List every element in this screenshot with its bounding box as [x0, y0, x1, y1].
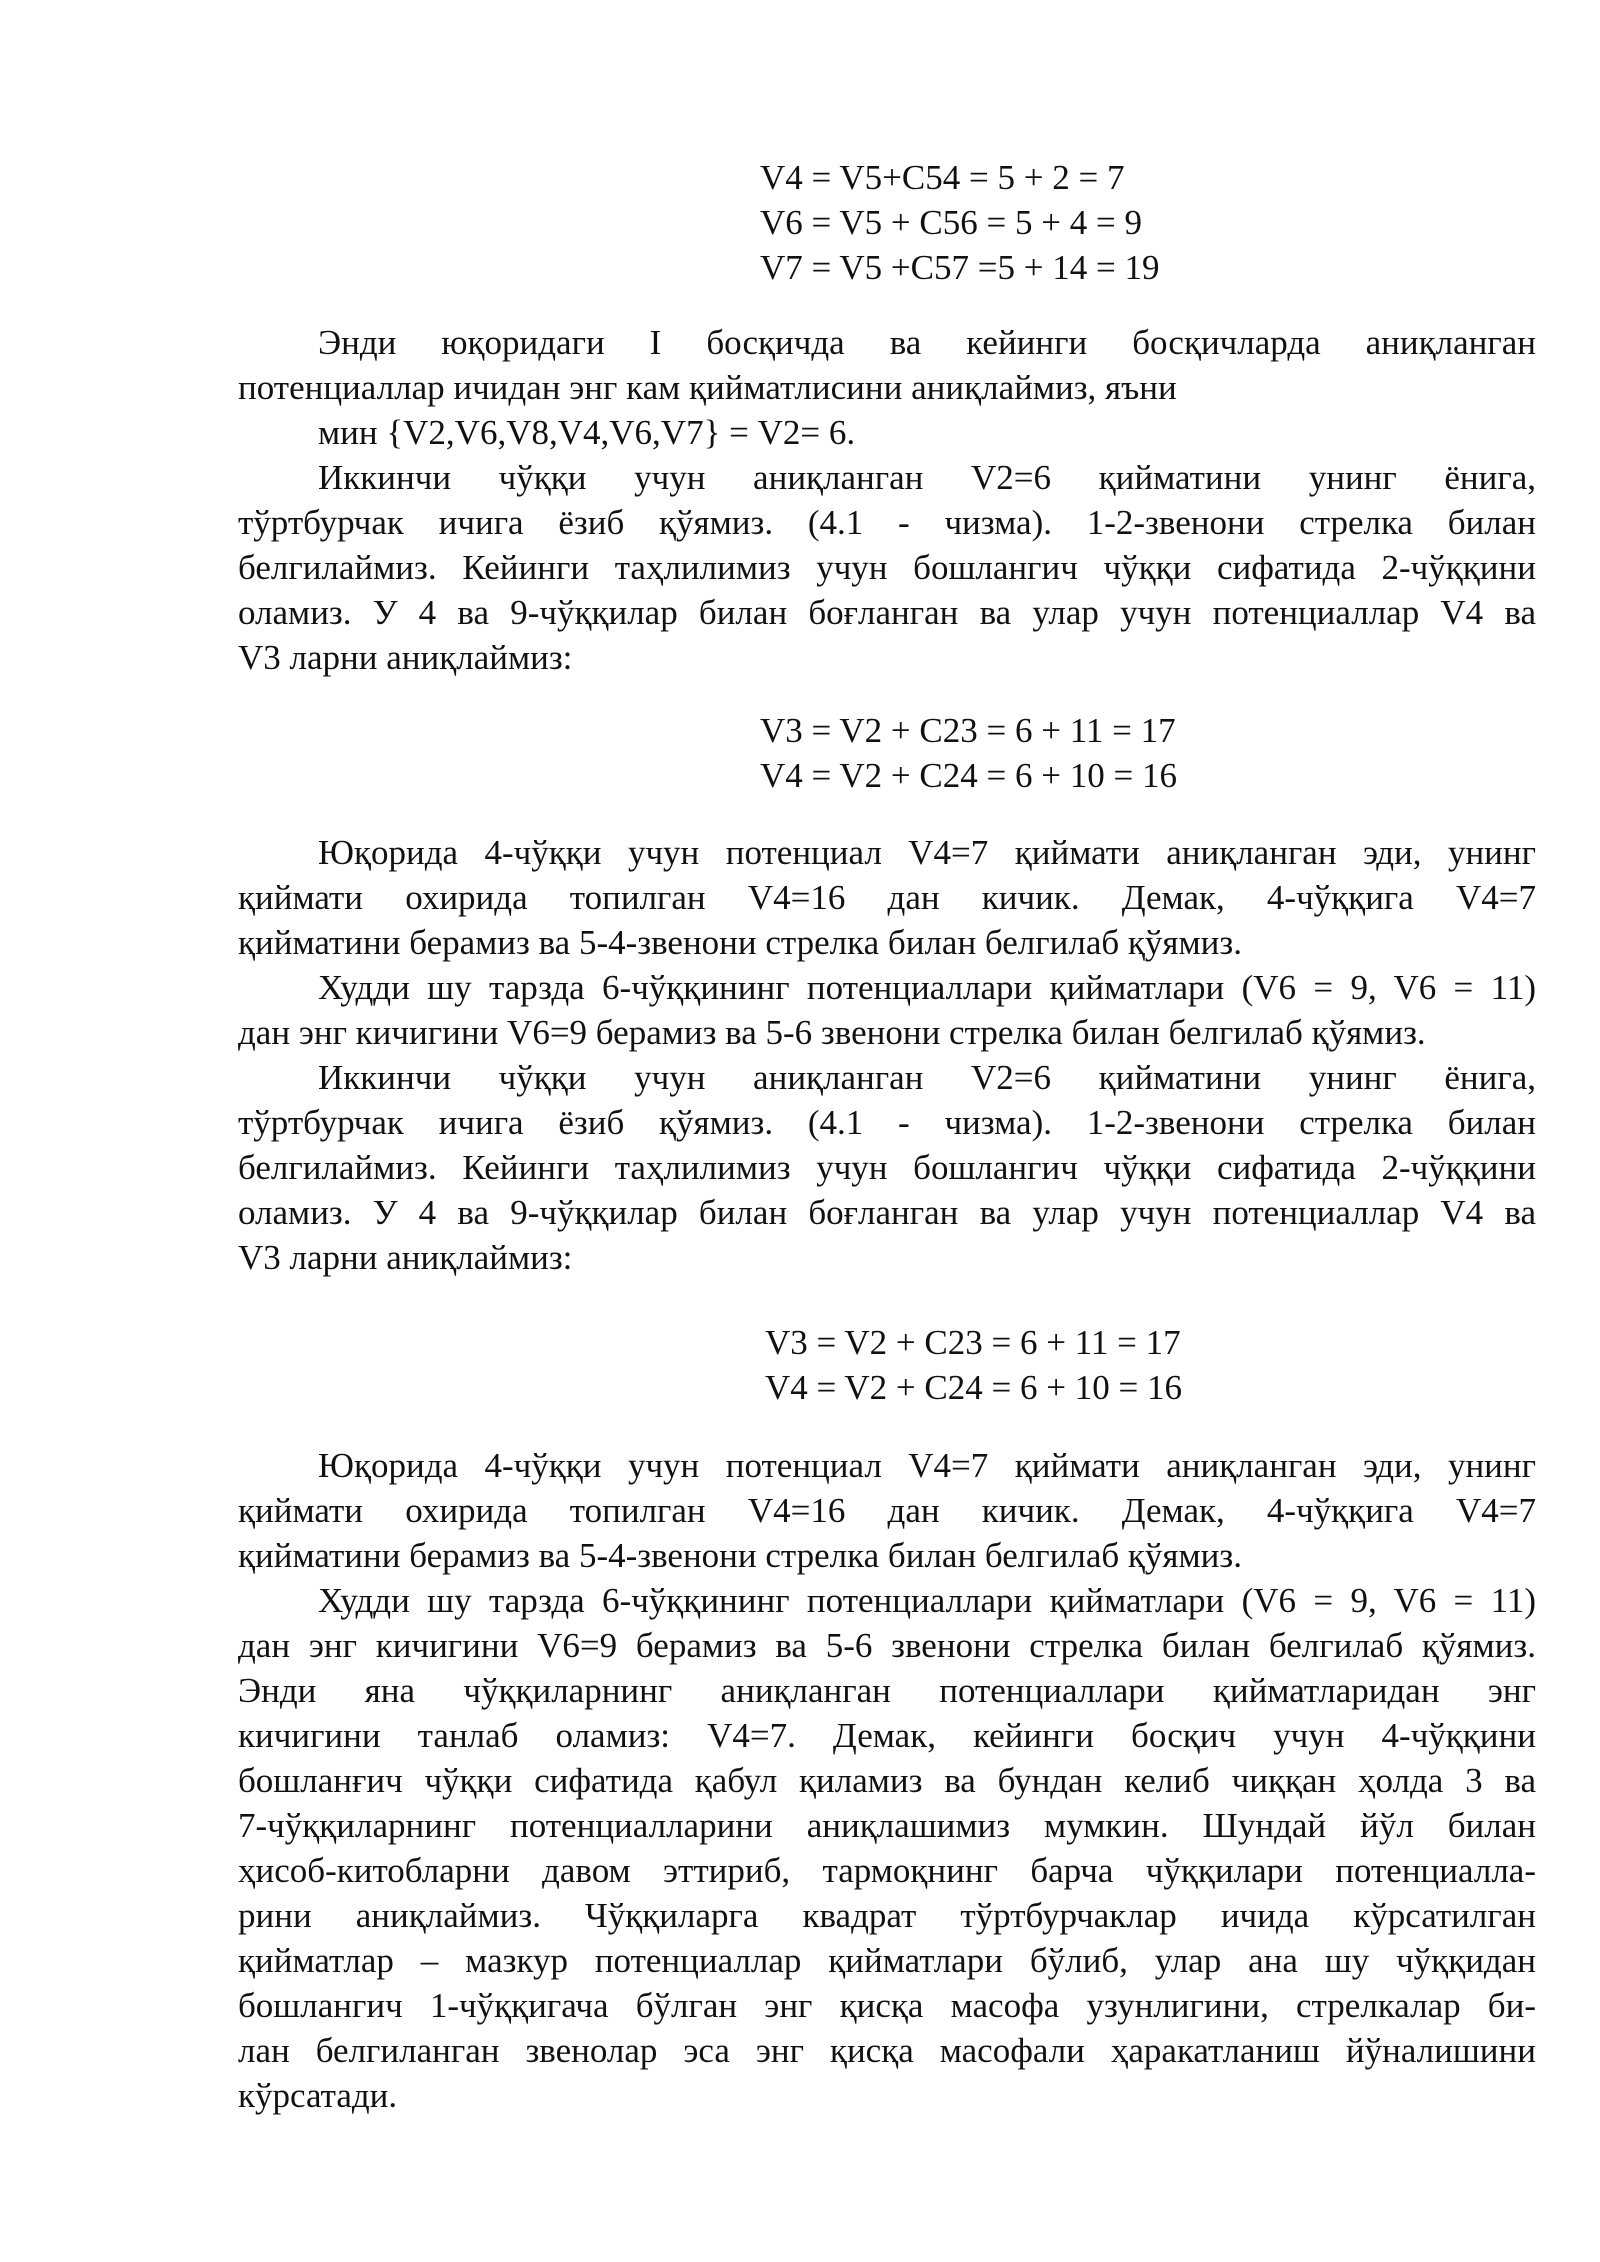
paragraph-2	[238, 455, 1536, 680]
text-line: лан белгиланган звенолар эса энг қисқа масофали ҳаракатланиш йўналишини	[238, 2031, 1536, 2070]
text-line: рини аниқлаймиз. Чўққиларга квадрат тўртбурчаклар ичида кўрсатилган	[238, 1896, 1536, 1935]
text-line: оламиз. У 4 ва 9-чўққилар билан боғланган ва улар учун потенциаллар V4 ва	[238, 1193, 1536, 1232]
text-line: Юқорида 4-чўққи учун потенциал V4=7 қиймати аниқланган эди, унинг	[318, 1446, 1536, 1485]
text-line: қийматини берамиз ва 5-4-звенони стрелка билан белгилаб қўямиз.	[238, 923, 1242, 962]
text-line: дан энг кичигини V6=9 берамиз ва 5-6 звенони стрелка билан белгилаб қўямиз.	[238, 1013, 1426, 1052]
text-line: тўртбурчак ичига ёзиб қўямиз. (4.1 - чизма). 1-2-звенони стрелка билан	[238, 503, 1536, 542]
text-line: V3 ларни аниқлаймиз:	[238, 638, 573, 677]
equations-low	[765, 1320, 1182, 1410]
text-line: дан энг кичигини V6=9 берамиз ва 5-6 звенони стрелка билан белгилаб қўямиз.	[238, 1626, 1536, 1665]
text-line: тўртбурчак ичига ёзиб қўямиз. (4.1 - чизма). 1-2-звенони стрелка билан	[238, 1103, 1536, 1142]
text-line: ҳисоб-китобларни давом эттириб, тармоқнинг барча чўққилари потенциалла-	[238, 1851, 1536, 1890]
text-line: бошланғич чўққи сифатида қабул қиламиз ва бундан келиб чиққан ҳолда 3 ва	[238, 1761, 1536, 1800]
text-line: қийматлар – мазкур потенциаллар қийматлари бўлиб, улар ана шу чўққидан	[238, 1941, 1536, 1980]
text-line: 7-чўққиларнинг потенциалларини аниқлашимиз мумкин. Шундай йўл билан	[238, 1806, 1536, 1845]
text-line: белгилаймиз. Кейинги таҳлилимиз учун бошлангич чўққи сифатида 2-чўққини	[238, 548, 1536, 587]
text-line: Иккинчи чўққи учун аниқланган V2=6 қийматини унинг ёнига,	[318, 458, 1536, 497]
text-line: қиймати охирида топилган V4=16 дан кичик. Демак, 4-чўққига V4=7	[238, 1491, 1536, 1530]
equations-mid	[760, 708, 1177, 798]
equations-top	[760, 155, 1159, 290]
equation: V4 = V5+C54 = 5 + 2 = 7	[760, 158, 1125, 197]
paragraph-7	[238, 1578, 1536, 2118]
text-line: Иккинчи чўққи учун аниқланган V2=6 қийматини унинг ёнига,	[318, 1058, 1536, 1097]
paragraph-4	[238, 965, 1536, 1055]
paragraph-1-formula	[238, 410, 1536, 455]
equation: V3 = V2 + C23 = 6 + 11 = 17	[765, 1323, 1181, 1362]
text-line: қиймати охирида топилган V4=16 дан кичик. Демак, 4-чўққига V4=7	[238, 878, 1536, 917]
text-line: қийматини берамиз ва 5-4-звенони стрелка билан белгилаб қўямиз.	[238, 1536, 1242, 1575]
text-line: белгилаймиз. Кейинги таҳлилимиз учун бошлангич чўққи сифатида 2-чўққини	[238, 1148, 1536, 1187]
text-line: кўрсатади.	[238, 2076, 398, 2115]
text-line: Энди юқоридаги I босқичда ва кейинги босқичларда аниқланган	[318, 323, 1536, 362]
text-line: Юқорида 4-чўққи учун потенциал V4=7 қиймати аниқланган эди, унинг	[318, 833, 1536, 872]
paragraph-3	[238, 830, 1536, 965]
text-line: V3 ларни аниқлаймиз:	[238, 1238, 573, 1277]
text-line: Худди шу тарзда 6-чўққининг потенциаллари қийматлари (V6 = 9, V6 = 11)	[318, 968, 1536, 1007]
text-line: кичигини танлаб оламиз: V4=7. Демак, кейинги босқич учун 4-чўққини	[238, 1716, 1536, 1755]
paragraph-6	[238, 1443, 1536, 1578]
text-line: мин {V2,V6,V8,V4,V6,V7} = V2= 6.	[318, 413, 856, 452]
text-line: бошлангич 1-чўққигача бўлган энг қисқа масофа узунлигини, стрелкалар би-	[238, 1986, 1536, 2025]
text-line: потенциаллар ичидан энг кам қийматлисини аниқлаймиз, яъни	[238, 368, 1177, 407]
equation: V6 = V5 + C56 = 5 + 4 = 9	[760, 203, 1142, 242]
paragraph-5	[238, 1055, 1536, 1280]
text-line: Энди яна чўққиларнинг аниқланган потенциаллари қийматларидан энг	[238, 1671, 1536, 1710]
equation: V7 = V5 +C57 =5 + 14 = 19	[760, 248, 1160, 287]
equation: V4 = V2 + C24 = 6 + 10 = 16	[765, 1368, 1182, 1407]
text-line: оламиз. У 4 ва 9-чўққилар билан боғланган ва улар учун потенциаллар V4 ва	[238, 593, 1536, 632]
equation: V4 = V2 + C24 = 6 + 10 = 16	[760, 756, 1177, 795]
equation: V3 = V2 + C23 = 6 + 11 = 17	[760, 711, 1176, 750]
paragraph-1	[238, 320, 1536, 410]
text-line: Худди шу тарзда 6-чўққининг потенциаллари қийматлари (V6 = 9, V6 = 11)	[318, 1581, 1536, 1620]
